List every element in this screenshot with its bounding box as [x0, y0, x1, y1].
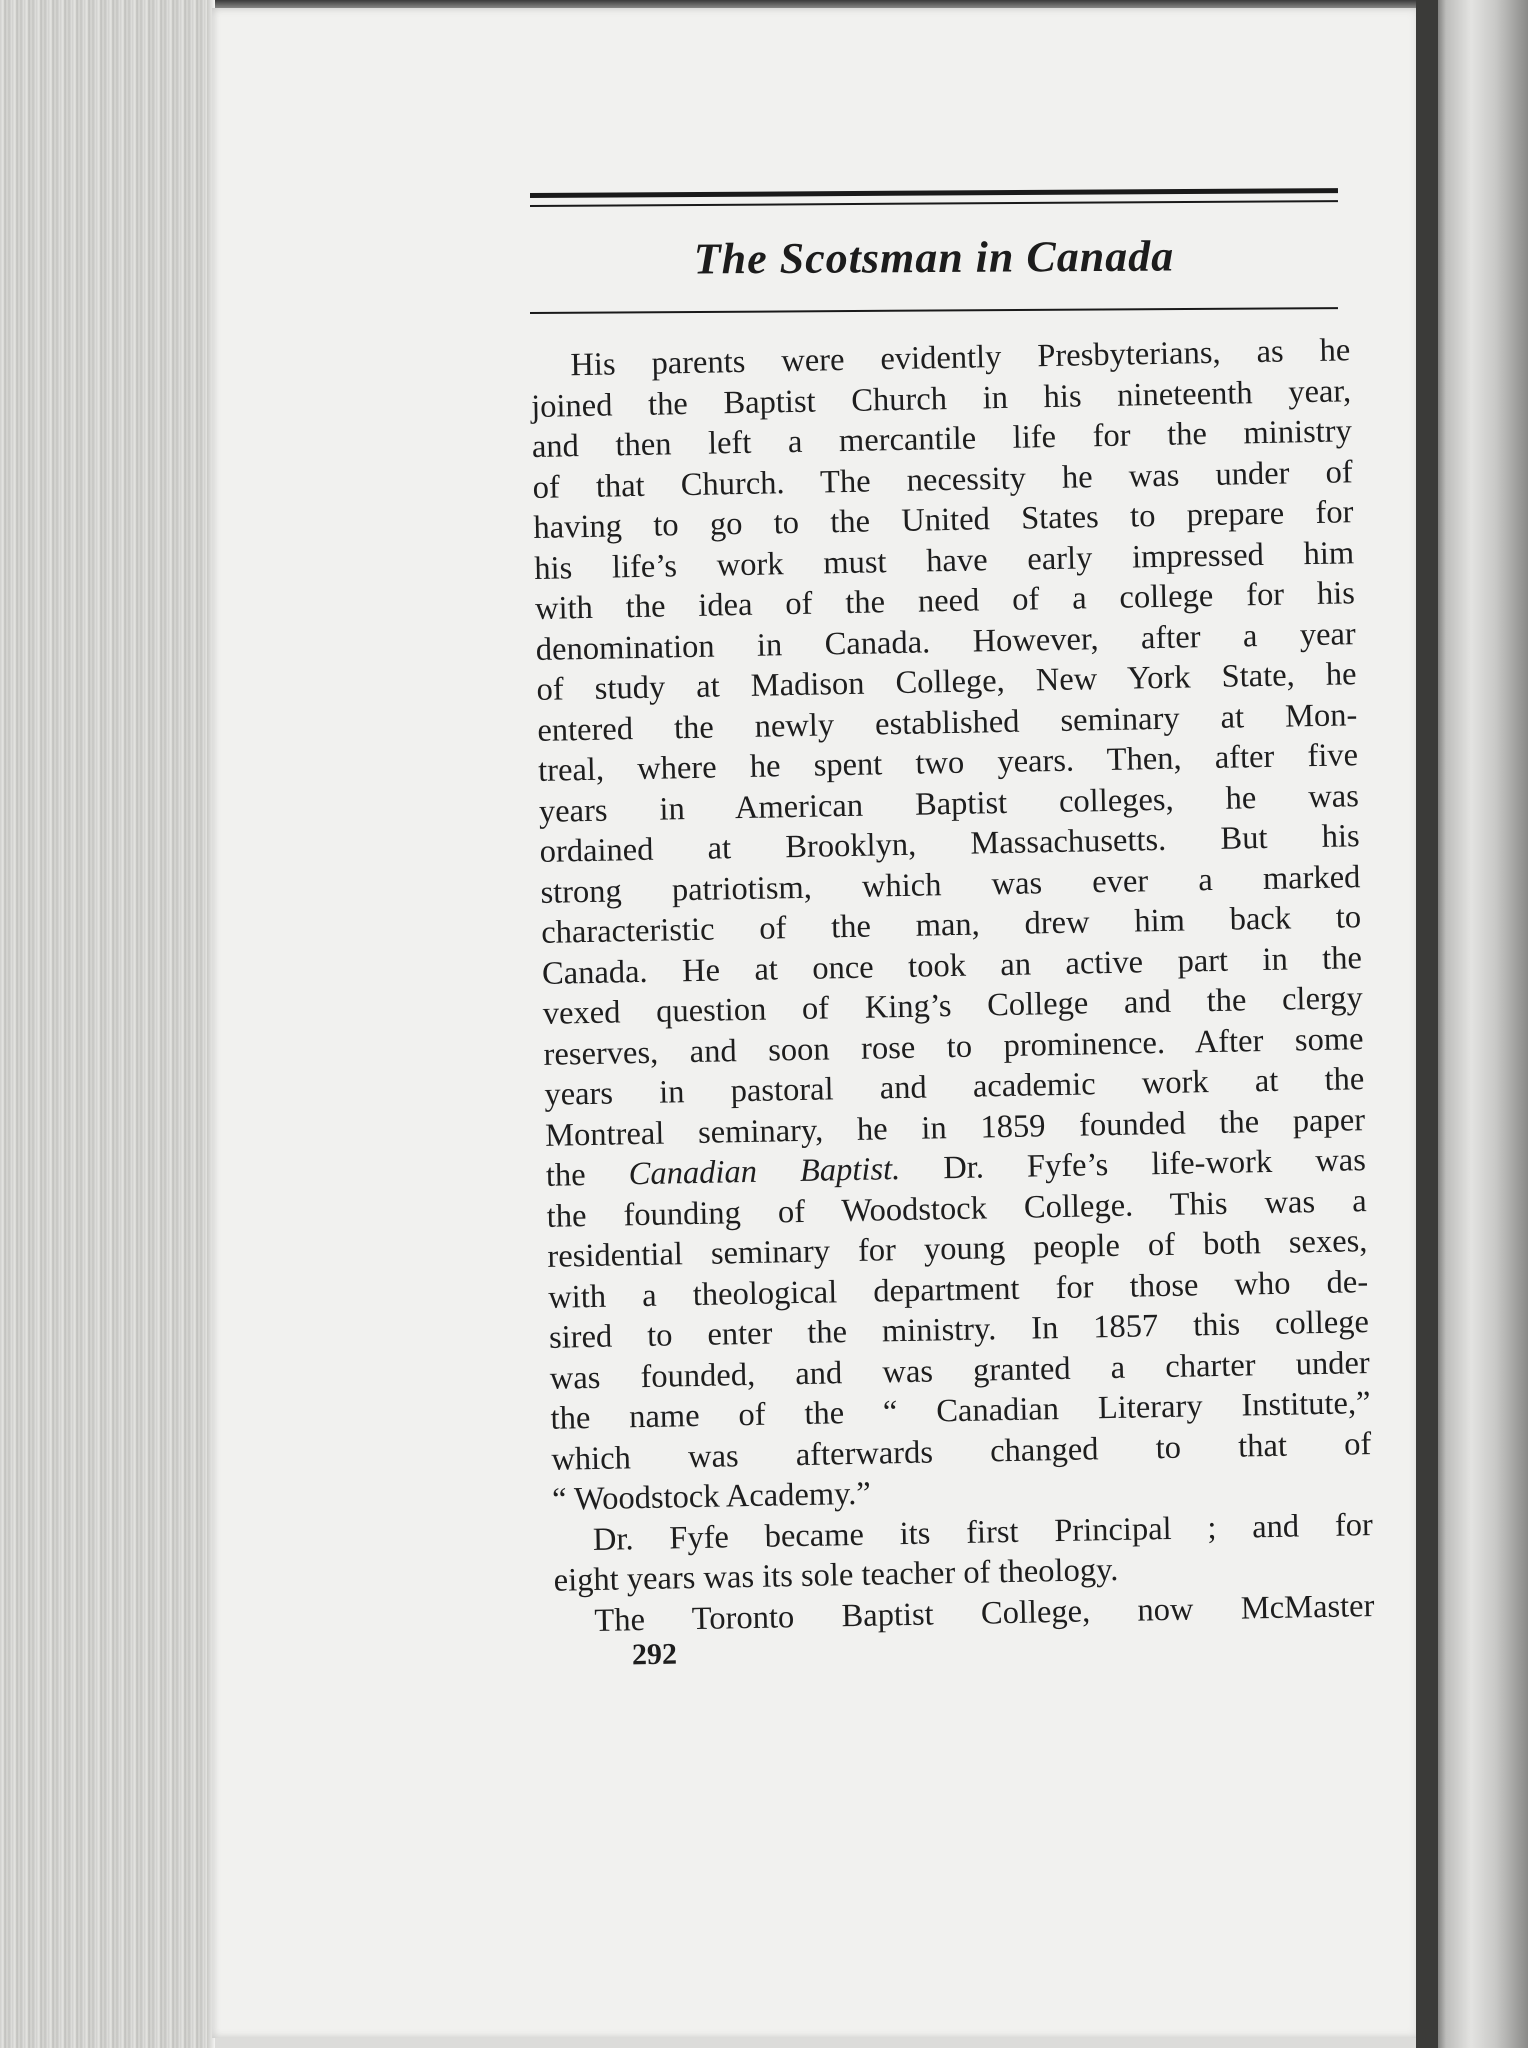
- text-line: the founding of Woodstock College. This was a: [546, 1182, 1367, 1235]
- text-line: reserves, and soon rose to prominence. After some: [543, 1020, 1364, 1073]
- body-text: [530, 330, 1375, 1642]
- text-line: years in pastoral and academic work at the: [544, 1061, 1365, 1113]
- text-line: strong patriotism, which was ever a marked: [540, 858, 1361, 911]
- text-line: characteristic of the man, drew him back to: [540, 899, 1362, 951]
- text-line: was founded, and was granted a charter under: [549, 1344, 1371, 1397]
- text-line: eight years was its sole teacher of theology.: [553, 1551, 1119, 1599]
- text-line: entered the newly established seminary at Mon-: [537, 696, 1358, 749]
- text-line: treal, where he spent two years. Then, after five: [537, 737, 1359, 789]
- text-line: the Canadian Baptist. Dr. Fyfe’s life-work was: [545, 1142, 1367, 1194]
- text-line: joined the Baptist Church in his nineteenth year,: [530, 372, 1352, 425]
- text-line: denomination in Canada. However, after a year: [535, 615, 1357, 668]
- text-line: years in American Baptist colleges, he was: [538, 777, 1360, 830]
- text-line: vexed question of King’s College and the clergy: [542, 980, 1364, 1032]
- text-line: Canada. He at once took an active part in the: [541, 939, 1363, 992]
- page-number: 292: [631, 1637, 678, 1672]
- text-line: the name of the “ Canadian Literary Institute,”: [550, 1385, 1371, 1437]
- text-line: with a theological department for those who de-: [547, 1263, 1369, 1316]
- text-line: Montreal seminary, he in 1859 founded the paper: [544, 1101, 1366, 1154]
- text-line: ordained at Brooklyn, Massachusetts. But his: [539, 818, 1360, 870]
- text-line: with the idea of the need of a college for his: [534, 575, 1356, 627]
- text-line: having to go to the United States to prepare for: [533, 494, 1354, 546]
- text-line: of that Church. The necessity he was under of: [532, 453, 1353, 506]
- text-line: and then left a mercantile life for the ministry: [531, 413, 1353, 465]
- binding-shadow: [1416, 0, 1438, 2048]
- text-line: of study at Madison College, New York State, he: [536, 656, 1357, 708]
- text-line: his life’s work must have early impressed him: [533, 534, 1355, 587]
- text-line: “ Woodstock Academy.”: [551, 1475, 872, 1518]
- text-line: sired to enter the ministry. In 1857 this college: [548, 1304, 1370, 1356]
- text-line: residential seminary for young people of both sexes,: [547, 1223, 1368, 1275]
- stacked-page-edges: [0, 0, 215, 2048]
- running-head: The Scotsman in Canada: [693, 231, 1175, 284]
- text-line: Dr. Fyfe became its first Principal ; and for: [592, 1506, 1374, 1558]
- text-line: The Toronto Baptist College, now McMaster: [594, 1587, 1375, 1639]
- text-line: which was afterwards changed to that of: [551, 1425, 1372, 1478]
- text-line: His parents were evidently Presbyterians, as he: [570, 332, 1351, 384]
